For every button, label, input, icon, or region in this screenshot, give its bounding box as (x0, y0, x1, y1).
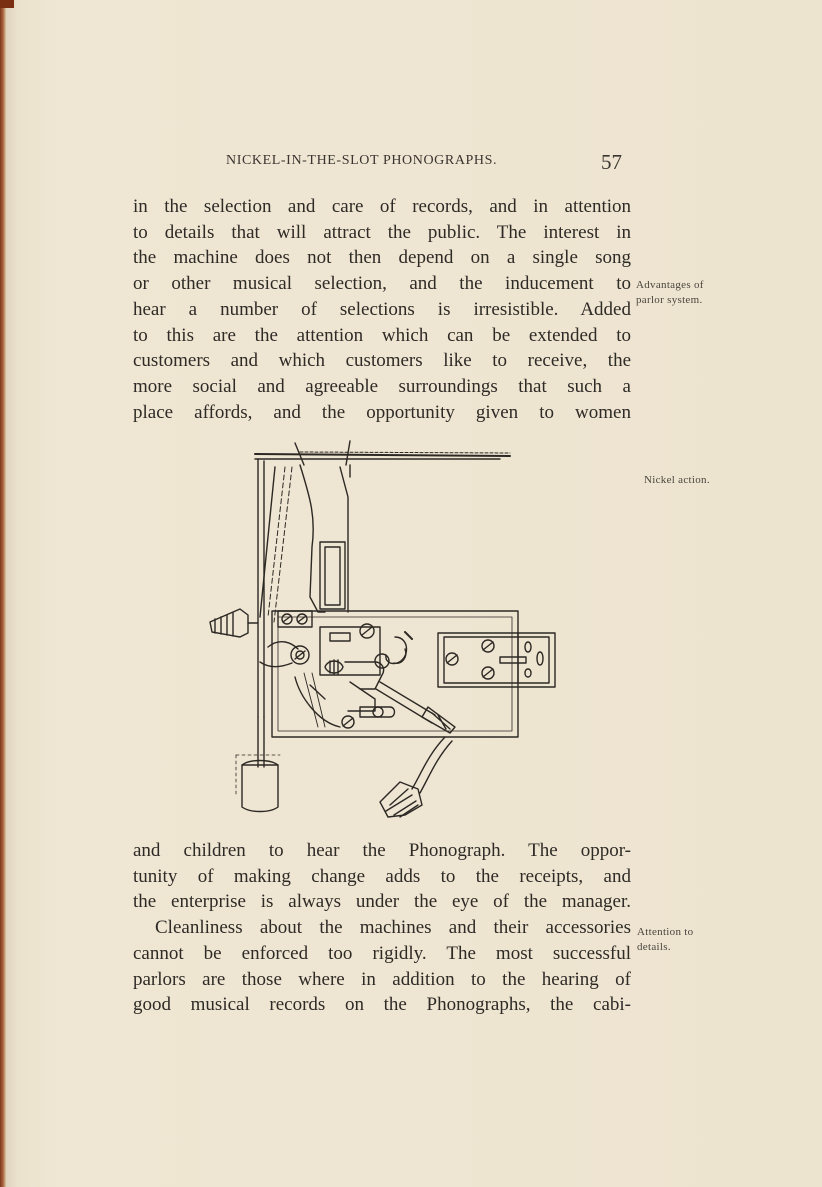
text-line: the machine does not then depend on a single song (133, 247, 631, 269)
text-line: and children to hear the Phonograph. The oppor- (133, 840, 631, 861)
text-line: tunity of making change adds to the receipts, and (133, 865, 631, 887)
text-line: the enterprise is always under the eye of the manager. (133, 891, 631, 913)
page-header (226, 151, 634, 177)
page-number: 57 (601, 150, 622, 174)
text-line: good musical records on the Phonographs, the cabi- (133, 994, 631, 1016)
margin-note-line: Attention to (637, 926, 694, 938)
text-line: customers and which customers like to receive, the (133, 350, 631, 372)
margin-note-advantages (636, 278, 746, 308)
running-title: NICKEL-IN-THE-SLOT PHONOGRAPHS. (226, 153, 498, 168)
paragraph-1 (133, 194, 631, 425)
margin-note-line: parlor system. (636, 294, 703, 306)
text-line: more social and agreeable surroundings that such a (133, 375, 631, 397)
text-line: to this are the attention which can be extended to (133, 324, 631, 346)
text-line: parlors are those where in addition to the hearing of (133, 968, 631, 990)
text-line: in the selection and care of records, and in attention (133, 196, 631, 217)
text-line: hear a number of selections is irresistible. Added (133, 298, 631, 320)
margin-note-line: details. (637, 941, 671, 953)
page-binding-edge (0, 0, 6, 1187)
paragraph-2-3 (133, 838, 631, 1018)
margin-note-attention (637, 925, 747, 955)
text-line: or other musical selection, and the inducement to (133, 273, 631, 295)
text-line: place affords, and the opportunity given to women (133, 401, 631, 423)
margin-note-nickel-action: Nickel action. (644, 474, 710, 486)
page-corner-mark (0, 0, 14, 8)
margin-note-line: Advantages of (636, 279, 704, 291)
text-line: cannot be enforced too rigidly. The most successful (133, 942, 631, 964)
text-line: Cleanliness about the machines and their accessories (155, 917, 631, 939)
nickel-action-illustration (200, 437, 565, 829)
text-line: to details that will attract the public. The interest in (133, 221, 631, 243)
